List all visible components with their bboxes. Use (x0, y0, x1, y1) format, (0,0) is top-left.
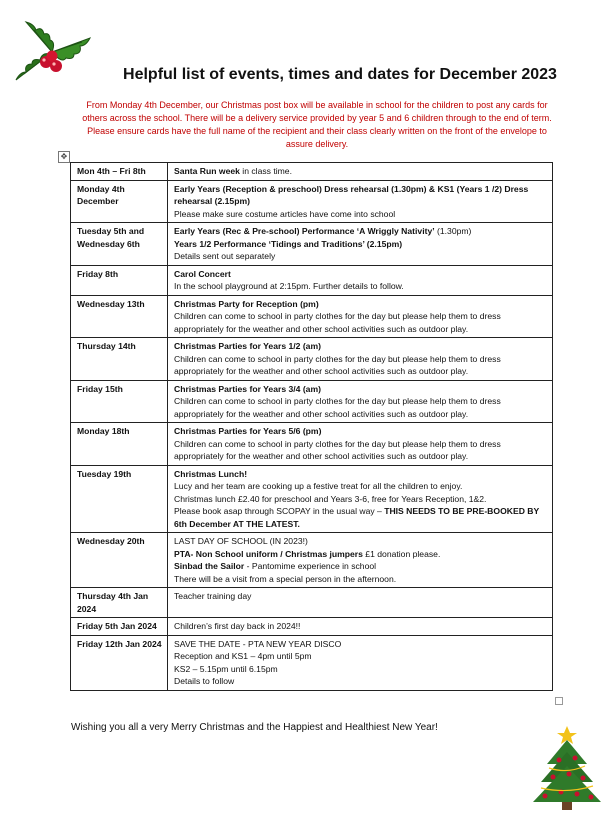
event-date: Tuesday 19th (71, 465, 168, 533)
intro-paragraph: From Monday 4th December, our Christmas post box will be available in school for the children to post any cards for others across the school. There will be a delivery service provided by year 5 and 6 children through to the end of term. Please ensure cards have the full name of the recipient and their class clearly written on the front of the envelope to assure delivery. (82, 100, 552, 149)
event-date: Wednesday 13th (71, 295, 168, 338)
event-details (168, 380, 553, 423)
event-date: Wednesday 20th (71, 533, 168, 588)
event-detail-line: Christmas Lunch! (174, 468, 248, 479)
table-row (71, 588, 553, 618)
event-detail-line: Reception and KS1 – 4pm until 5pm (174, 651, 312, 661)
event-date: Friday 12th Jan 2024 (71, 635, 168, 690)
table-row (71, 223, 553, 266)
event-detail-line: Children can come to school in party clothes for the day but please help them to dress appropriately for the weather and other school activities such as outdoor play. (174, 311, 501, 334)
event-details (168, 635, 553, 690)
event-details (168, 618, 553, 636)
event-date: Tuesday 5th and Wednesday 6th (71, 223, 168, 266)
event-details (168, 265, 553, 295)
event-date: Mon 4th – Fri 8th (71, 163, 168, 181)
table-resize-handle-icon[interactable] (555, 697, 563, 705)
event-detail-line: Please make sure costume articles have come into school (174, 208, 396, 219)
event-detail-line: Christmas Parties for Years 1/2 (am) (174, 341, 321, 351)
event-details (168, 588, 553, 618)
event-date: Thursday 14th (71, 338, 168, 381)
table-row (71, 423, 553, 466)
table-row (71, 180, 553, 223)
event-detail-line: Details to follow (174, 676, 235, 686)
event-detail-line: Christmas Parties for Years 3/4 (am) (174, 383, 321, 394)
holly-icon (6, 8, 98, 100)
table-row (71, 380, 553, 423)
events-table (70, 162, 553, 691)
table-row (71, 635, 553, 690)
event-detail-line: Carol Concert (174, 268, 231, 279)
event-detail-line: Children can come to school in party clothes for the day but please help them to dress appropriately for the weather and other school activities such as outdoor play. (174, 438, 501, 461)
event-date: Friday 15th (71, 380, 168, 423)
table-row (71, 163, 553, 181)
event-detail-line: Sinbad the Sailor - Pantomime experience in school (174, 561, 377, 571)
event-detail-line: Details sent out separately (174, 251, 276, 261)
table-row (71, 465, 553, 533)
event-detail-line: Please book asap through SCOPAY in the usual way – THIS NEEDS TO BE PRE-BOOKED BY 6th December AT THE LATEST. (174, 506, 540, 529)
event-detail-line: KS2 – 5.15pm until 6.15pm (174, 663, 278, 674)
table-row (71, 265, 553, 295)
event-details (168, 338, 553, 381)
event-detail-line: Santa Run week in class time. (174, 166, 292, 176)
event-detail-line: Children’s first day back in 2024!! (174, 621, 301, 631)
event-detail-line: Early Years (Rec & Pre-school) Performance ‘A Wriggly Nativity’ (1.30pm) (174, 226, 472, 236)
event-date: Thursday 4th Jan 2024 (71, 588, 168, 618)
event-detail-line: Teacher training day (174, 591, 252, 601)
page-title: Helpful list of events, times and dates for December 2023 (123, 66, 557, 83)
table-row (71, 618, 553, 636)
event-detail-line: Lucy and her team are cooking up a festive treat for all the children to enjoy. (174, 481, 463, 491)
event-details (168, 295, 553, 338)
event-date: Monday 18th (71, 423, 168, 466)
event-detail-line: Christmas lunch £2.40 for preschool and Years 3-6, free for Years Reception, 1&2. (174, 493, 487, 504)
event-detail-line: SAVE THE DATE - PTA NEW YEAR DISCO (174, 638, 342, 649)
table-row (71, 533, 553, 588)
event-detail-line: Children can come to school in party clothes for the day but please help them to dress appropriately for the weather and other school activities such as outdoor play. (174, 396, 501, 419)
table-move-handle-icon[interactable]: ✥ (58, 151, 70, 163)
event-detail-line: LAST DAY OF SCHOOL (IN 2023!) (174, 536, 308, 546)
event-detail-line: Christmas Parties for Years 5/6 (pm) (174, 426, 322, 436)
event-details (168, 163, 553, 181)
event-date: Friday 8th (71, 265, 168, 295)
event-detail-line: There will be a visit from a special person in the afternoon. (174, 573, 397, 584)
event-date: Monday 4th December (71, 180, 168, 223)
table-row (71, 295, 553, 338)
event-details (168, 423, 553, 466)
event-detail-line: In the school playground at 2:15pm. Further details to follow. (174, 281, 404, 291)
event-details (168, 180, 553, 223)
event-details (168, 533, 553, 588)
closing-message: Wishing you all a very Merry Christmas and the Happiest and Healthiest New Year! (71, 722, 438, 733)
event-detail-line: PTA- Non School uniform / Christmas jumpers £1 donation please. (174, 548, 441, 559)
event-detail-line: Early Years (Reception & preschool) Dress rehearsal (1.30pm) & KS1 (Years 1 /2) Dress rehearsal (2.15pm) (174, 183, 529, 206)
event-detail-line: Children can come to school in party clothes for the day but please help them to dress appropriately for the weather and other school activities such as outdoor play. (174, 353, 501, 376)
table-row (71, 338, 553, 381)
christmas-tree-icon (527, 722, 607, 812)
event-detail-line: Christmas Party for Reception (pm) (174, 298, 319, 309)
event-details (168, 223, 553, 266)
event-details (168, 465, 553, 533)
event-detail-line: Years 1/2 Performance ‘Tidings and Traditions’ (2.15pm) (174, 238, 403, 249)
event-date: Friday 5th Jan 2024 (71, 618, 168, 636)
